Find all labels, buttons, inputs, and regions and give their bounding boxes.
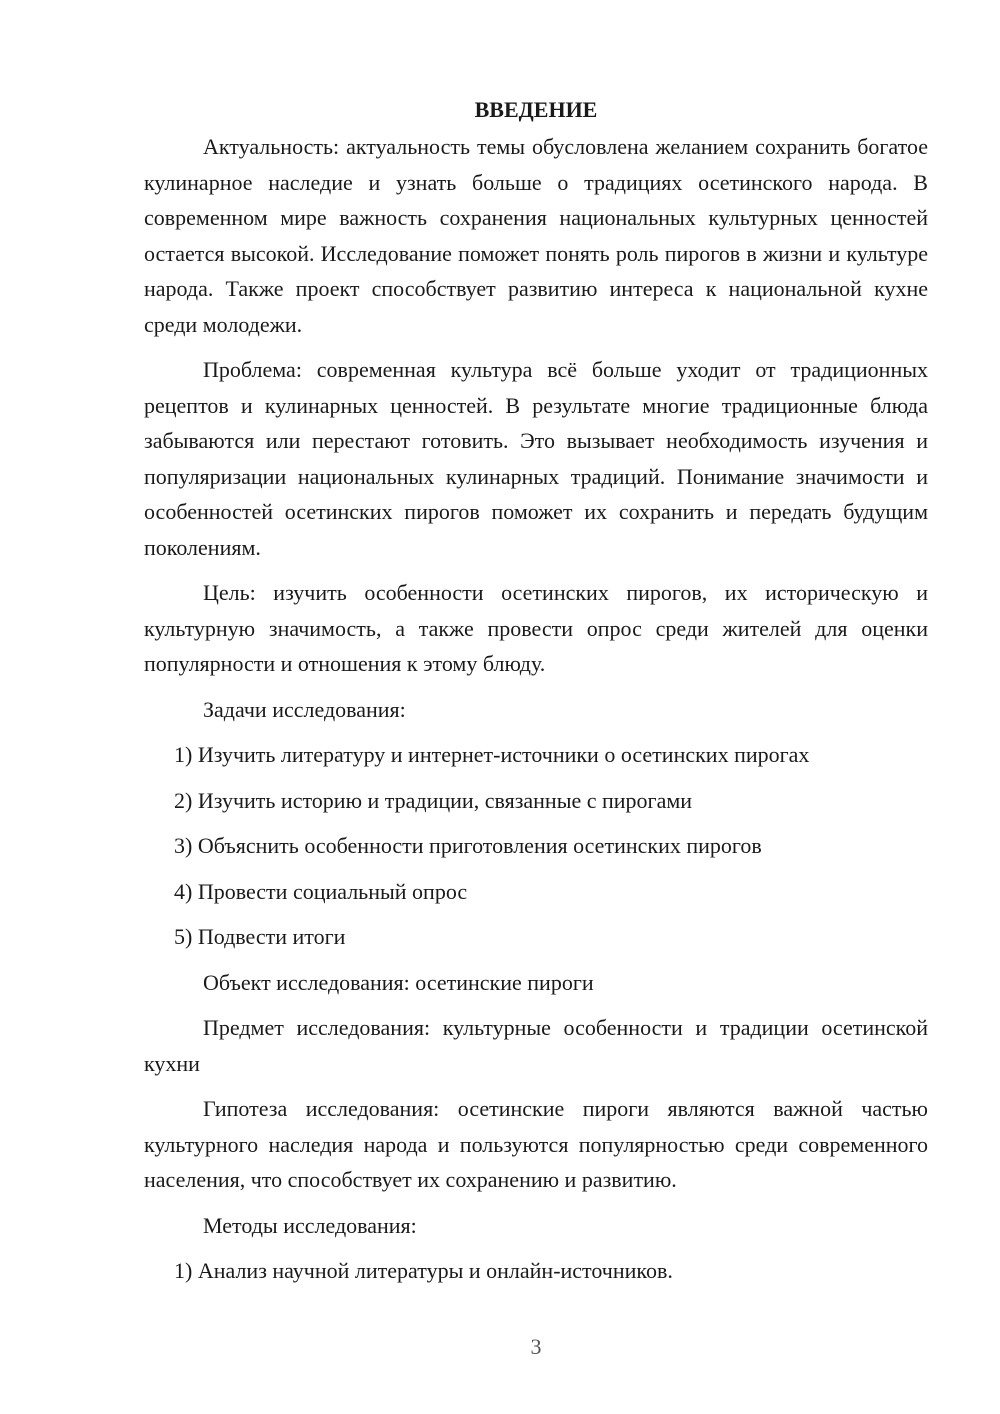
hypothesis-paragraph: Гипотеза исследования: осетинские пироги являются важной частью культурного наследия народа и пользуются популярностью среди современного населения, что способствует их сохранению и развитию. [144, 1096, 928, 1192]
methods-heading: Методы исследования: [203, 1212, 417, 1238]
subject-paragraph: Предмет исследования: культурные особенности и традиции осетинской кухни [144, 1015, 928, 1076]
page-title: ВВЕДЕНИЕ [474, 97, 598, 122]
object-paragraph: Объект исследования: осетинские пироги [203, 969, 594, 995]
task-item: 1) Изучить литературу и интернет-источники о осетинских пирогах [174, 742, 810, 767]
document-page [144, 92, 928, 1299]
method-item: 1) Анализ научной литературы и онлайн-источников. [174, 1258, 673, 1283]
tasks-heading: Задачи исследования: [203, 696, 406, 722]
task-item: 4) Провести социальный опрос [174, 878, 468, 904]
task-item: 2) Изучить историю и традиции, связанные с пирогами [174, 787, 693, 813]
page-number: 3 [530, 1334, 542, 1359]
relevance-paragraph: Актуальность: актуальность темы обусловлена желанием сохранить богатое кулинарное наследие и узнать больше о традициях осетинского народа. В современном мире важность сохранения национальных культурных ценностей остается высокой. Исследование поможет понять роль пирогов в жизни и культуре народа. Также проект способствует развитию интереса к национальной кухне среди молодежи. [144, 134, 928, 337]
goal-paragraph: Цель: изучить особенности осетинских пирогов, их историческую и культурную значимость, а также провести опрос среди жителей для оценки популярности и отношения к этому блюду. [144, 580, 928, 676]
problem-paragraph: Проблема: современная культура всё больше уходит от традиционных рецептов и кулинарных ценностей. В результате многие традиционные блюда забываются или перестают готовить. Это вызывает необходимость изучения и популяризации национальных кулинарных традиций. Понимание значимости и особенностей осетинских пирогов поможет их сохранить и передать будущим поколениям. [144, 357, 928, 560]
task-item: 3) Объяснить особенности приготовления осетинских пирогов [174, 833, 762, 858]
task-item: 5) Подвести итоги [174, 924, 346, 949]
